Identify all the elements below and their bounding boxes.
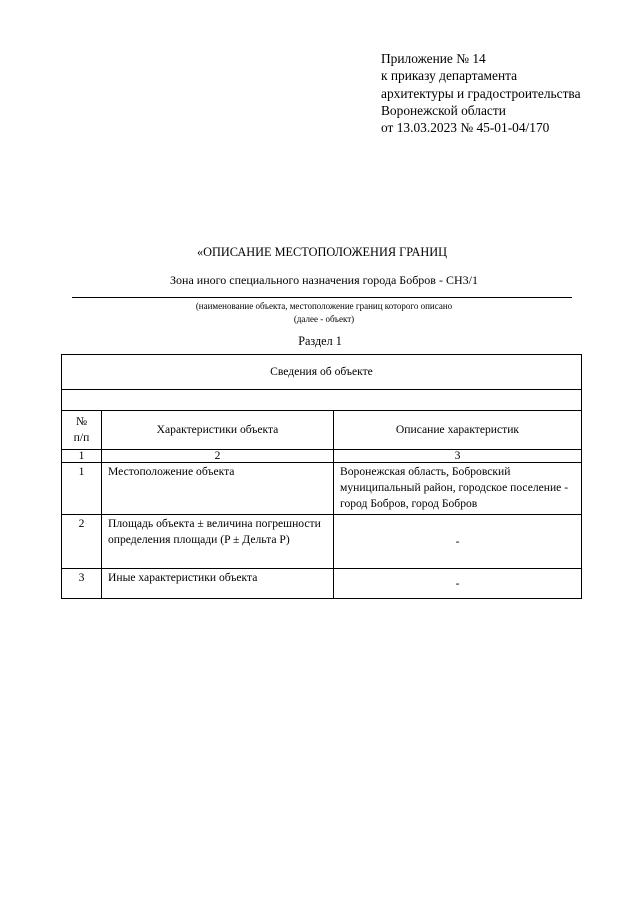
appendix-header xyxy=(381,50,631,136)
table-title: Сведения об объекте xyxy=(62,355,582,390)
appendix-line: Приложение № 14 xyxy=(381,51,486,66)
table-header-row xyxy=(62,411,582,450)
caption-line: (далее - объект) xyxy=(293,313,355,324)
document-title: «ОПИСАНИЕ МЕСТОПОЛОЖЕНИЯ ГРАНИЦ xyxy=(196,245,447,259)
object-info-table xyxy=(61,354,582,599)
column-number: 3 xyxy=(334,450,582,463)
appendix-line: от 13.03.2023 № 45-01-04/170 xyxy=(381,120,550,136)
row-num: 3 xyxy=(62,569,102,599)
row-characteristic: Местоположение объекта xyxy=(102,463,334,515)
header-characteristic: Характеристики объекта xyxy=(102,411,334,450)
header-num-line1: № xyxy=(75,415,88,429)
header-num-line2: п/п xyxy=(73,431,90,444)
object-name: Зона иного специального назначения города Бобров - СН3/1 xyxy=(170,273,478,287)
row-description: Воронежская область, Бобровский муниципальный район, городское поселение - город Бобров, город Бобров xyxy=(334,463,582,515)
row-description: - xyxy=(334,569,582,599)
section-label: Раздел 1 xyxy=(298,334,342,348)
object-name-caption xyxy=(0,300,640,325)
table-row xyxy=(62,463,582,515)
column-number: 1 xyxy=(62,450,102,463)
appendix-line: архитектуры и градостроительства xyxy=(381,85,581,101)
table-row xyxy=(62,515,582,569)
row-description: - xyxy=(334,515,582,569)
table-blank-row xyxy=(62,390,582,411)
table-row xyxy=(62,569,582,599)
appendix-line: Воронежской области xyxy=(381,102,506,118)
column-number: 2 xyxy=(102,450,334,463)
object-name-underline xyxy=(72,297,572,298)
caption-line: (наименование объекта, местоположение границ которого описано xyxy=(195,301,453,311)
table-column-numbers-row xyxy=(62,450,582,463)
table-blank-cell xyxy=(62,390,582,411)
row-num: 1 xyxy=(62,463,102,515)
row-characteristic: Иные характеристики объекта xyxy=(102,569,334,599)
row-num: 2 xyxy=(62,515,102,569)
table-title-row xyxy=(62,355,582,390)
row-characteristic: Площадь объекта ± величина погрешности определения площади (P ± Дельта P) xyxy=(102,515,334,569)
appendix-line: к приказу департамента xyxy=(381,68,518,84)
header-description: Описание характеристик xyxy=(334,411,582,450)
header-num xyxy=(62,411,102,450)
